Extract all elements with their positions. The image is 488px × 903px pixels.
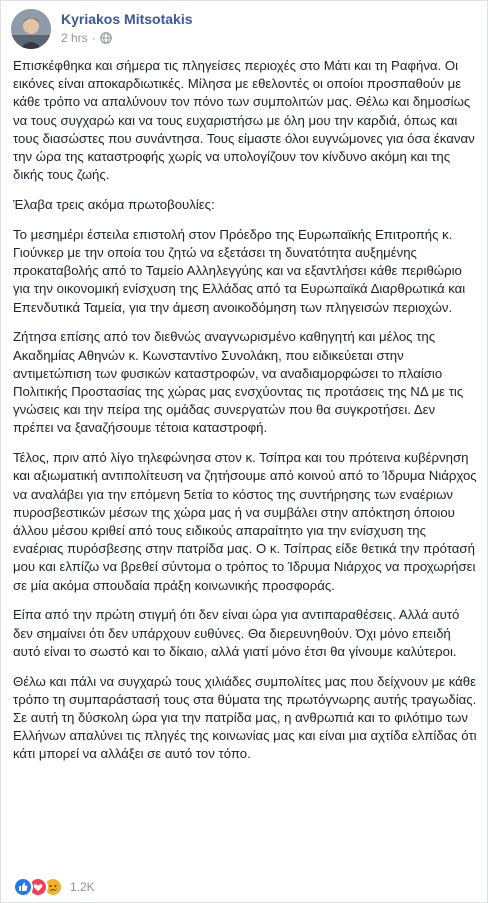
globe-icon[interactable] [100, 32, 112, 44]
post-paragraph: Θέλω και πάλι να συγχαρώ τους χιλιάδες συμπολίτες μας που δείχνουν με κάθε τρόπο τη συμπαράστασή τους στα θύματα της πρωτόγνωρης αυτής τραγωδίας. Σε αυτή τη δύσκολη ώρα για την πατρίδα μας, η ανθρωπιά και το φιλότιμο των Ελλήνων απαλύνει τις πληγές της κοινωνίας μας και είναι μια αχτίδα ελπίδας ότι κάτι μπορεί να αλλάξει σε αυτό τον τόπο. [13, 673, 477, 762]
meta-separator: · [91, 31, 96, 45]
post-paragraph: Επισκέφθηκα και σήμερα τις πληγείσες περιοχές στο Μάτι και τη Ραφήνα. Οι εικόνες είναι αποκαρδιωτικές. Μίλησα με εθελοντές οι οποίοι προσπαθούν με κάθε τρόπο να απαλύνουν τον πόνο των συμπολιτών μας. Θέλω και δημοσίως να τους συγχαρώ και να τους ευχαριστήσω με όλη μου την καρδιά, όπως και τους διασώστες που συνάντησα. Τους είμαστε όλοι ευγνώμονες για όσα έκαναν την ώρα της καταστροφής χωρίς να υπολογίζουν τον κίνδυνο ακόμη και της δικής τους ζωής. [13, 58, 475, 183]
post-paragraph: Το μεσημέρι έστειλα επιστολή στον Πρόεδρο της Ευρωπαϊκής Επιτροπής κ. Γιούνκερ με την οποία του ζητώ να εξετάσει τη δυνατότητα αυξημένης προκαταβολής από το Ταμείο Αλληλεγγύης και να εξαντλήσει κάθε περιθώριο για την οικονομική ενίσχυση της Ελλάδας από τα Ευρωπαϊκά Διαρθρωτικά και Επενδυτικά Ταμεία, για την άμεση ανοικοδόμηση των πληγεισών περιοχών. [13, 226, 466, 315]
post-timestamp[interactable]: 2 hrs [61, 31, 88, 45]
reactions-count[interactable]: 1.2K [70, 880, 95, 894]
post-body [13, 57, 477, 775]
post-paragraph: Έλαβα τρεις ακόμα πρωτοβουλίες: [13, 197, 215, 213]
post-paragraph: Ζήτησα επίσης από τον διεθνώς αναγνωρισμένο καθηγητή και μέλος της Ακαδημίας Αθηνών κ. Κωνσταντίνο Συνολάκη, που ειδικεύεται στην αντιμετώπιση των φυσικών καταστροφών, να αναδιαμορφώσει το πλαίσιο Πολιτικής Προστασίας της χώρας μας ενσχύοντας τις προτάσεις της ΝΔ με τις γνώσεις και την πείρα της ομάδας συνεργατών που θα συγκροτήσει. Δεν πρέπει να ξαναζήσουμε τέτοια καταστροφή. [13, 329, 464, 436]
post-paragraph: Τέλος, πριν από λίγο τηλεφώνησα στον κ. Τσίπρα και του πρότεινα κυβέρνηση και αξιωματική αντιπολίτευση να ζητήσουμε από κοινού από το Ίδρυμα Νιάρχος να αναλάβει για την επόμενη 5ετία το κόστος της συντήρησης των εναέριων πυροσβεστικών μέσων της χώρα μας ή να συμβάλει στην απόκτηση όποιου άλλου μέσου κριθεί από τους ειδικούς απαραίτητο για την ενίσχυση της εναέριας πυρόσβεσης στην πατρίδα μας. Ο κ. Τσίπρας είδε θετικά την πρότασή μου και ελπίζω να βρεθεί σύντομα ο τρόπος το Ίδρυμα Νιάρχος να προχωρήσει σε μία ακόμα σπουδαία πράξη κοινωνικής προσφοράς. [13, 450, 477, 593]
post-paragraph: Είπα από την πρώτη στιγμή ότι δεν είναι ώρα για αντιπαραθέσεις. Αλλά αυτό δεν σημαίνει ότι δεν υπάρχουν ευθύνες. Θα διερευνηθούν. Όχι μόνο επειδή αυτό είναι το σωστό και το δίκαιο, αλλά γιατί μόνο έτσι θα γίνουμε καλύτεροι. [13, 607, 460, 659]
post-meta [61, 31, 112, 45]
author-avatar[interactable] [11, 9, 51, 49]
author-name[interactable]: Kyriakos Mitsotakis [61, 11, 193, 27]
reactions-bar[interactable] [13, 877, 95, 897]
like-icon[interactable] [13, 877, 33, 897]
